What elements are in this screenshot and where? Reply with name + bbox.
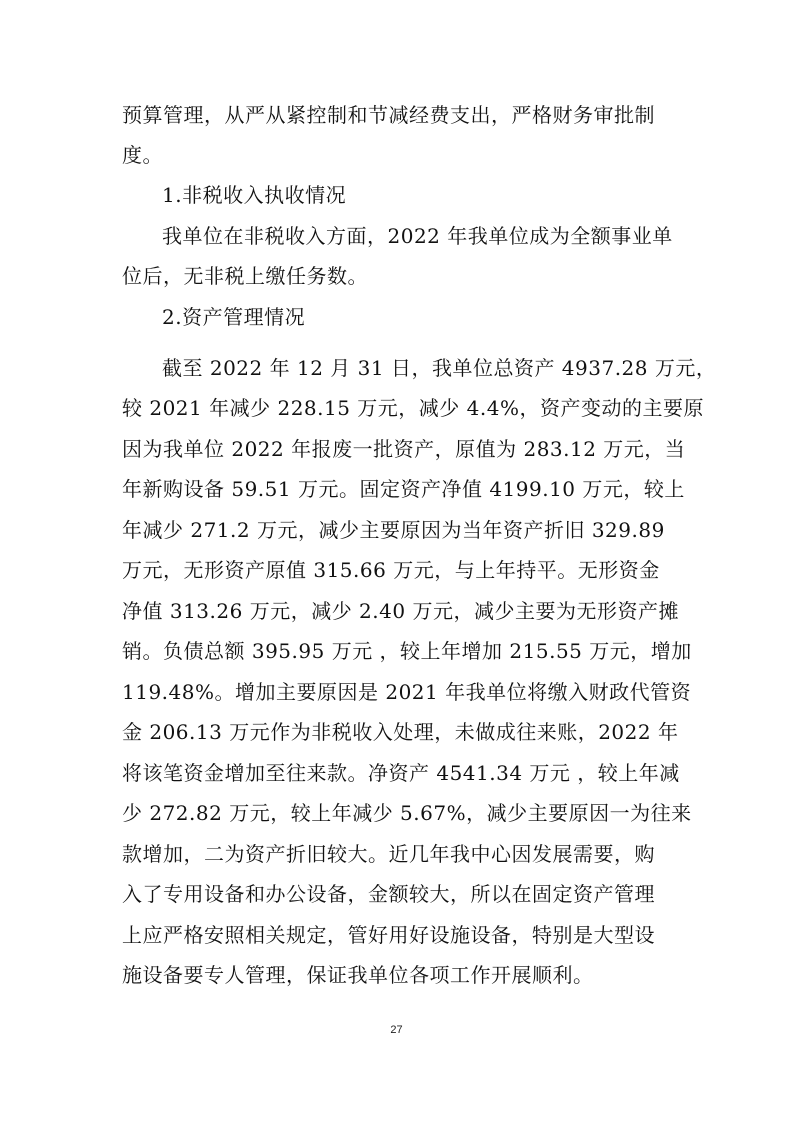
text-line: 年新购设备 59.51 万元。固定资产净值 4199.10 万元，较上 — [122, 477, 685, 501]
text-line: 119.48%。增加主要原因是 2021 年我单位将缴入财政代管资 — [122, 680, 692, 704]
text-line: 款增加，二为资产折旧较大。近几年我中心因发展需要，购 — [122, 842, 655, 866]
text-line: 上应严格安照相关规定，管好用好设施设备，特别是大型设 — [122, 923, 655, 947]
text-line: 较 2021 年减少 228.15 万元，减少 4.4%，资产变动的主要原 — [122, 396, 704, 420]
text-line: 截至 2022 年 12 月 31 日，我单位总资产 4937.28 万元， — [162, 356, 717, 380]
text-line: 入了专用设备和办公设备，金额较大，所以在固定资产管理 — [122, 882, 655, 906]
text-line: 销。负债总额 395.95 万元 ，较上年增加 215.55 万元，增加 — [122, 639, 692, 663]
section-heading: 1.非税收入执收情况 — [162, 183, 347, 207]
text-line: 施设备要专人管理，保证我单位各项工作开展顺利。 — [122, 963, 594, 987]
section-heading: 2.资产管理情况 — [162, 305, 306, 329]
text-line: 因为我单位 2022 年报废一批资产，原值为 283.12 万元，当 — [122, 437, 686, 461]
text-line: 金 206.13 万元作为非税收入处理，未做成往来账，2022 年 — [122, 720, 679, 744]
text-line: 我单位在非税收入方面，2022 年我单位成为全额事业单 — [162, 224, 673, 248]
text-line: 预算管理，从严从紧控制和节减经费支出，严格财务审批制 — [122, 103, 655, 127]
text-line: 净值 313.26 万元，减少 2.40 万元，减少主要为无形资产摊 — [122, 599, 679, 623]
page-number: 27 — [390, 1024, 403, 1036]
text-line: 少 272.82 万元，较上年减少 5.67%，减少主要原因一为往来 — [122, 801, 692, 825]
text-line: 年减少 271.2 万元，减少主要原因为当年资产折旧 329.89 — [122, 518, 665, 542]
text-line: 万元，无形资产原值 315.66 万元，与上年持平。无形资金 — [122, 558, 660, 582]
text-line: 度。 — [122, 143, 163, 167]
text-line: 位后，无非税上缴任务数。 — [122, 264, 368, 288]
text-line: 将该笔资金增加至往来款。净资产 4541.34 万元 ，较上年减 — [122, 761, 680, 785]
